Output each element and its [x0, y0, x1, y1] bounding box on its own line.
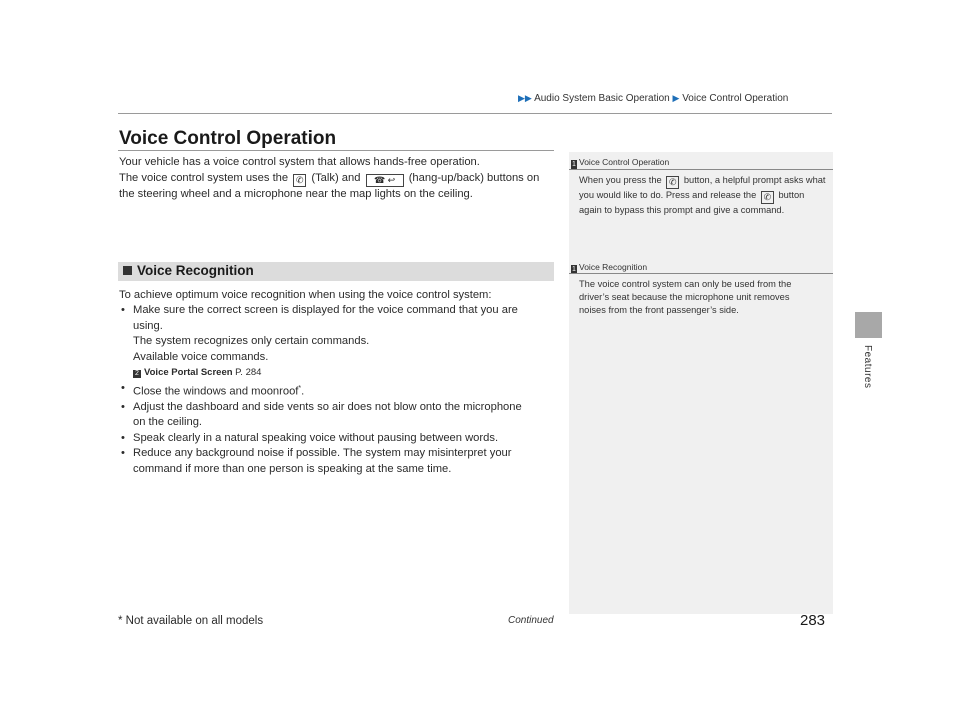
reference-arrow-icon: 2 — [133, 370, 141, 378]
breadcrumb-arrow-icon: ▶ — [672, 93, 680, 103]
note-text: button again to bypass this prompt and give a — [579, 190, 805, 215]
talk-button-icon: ✆ — [293, 174, 306, 187]
intro-text: (Talk) and — [311, 171, 361, 184]
breadcrumb-part-2[interactable]: Voice Control Operation — [682, 93, 789, 104]
bullet-icon: • — [121, 304, 125, 316]
intro-text: The voice control system uses the — [119, 171, 289, 184]
tip-item — [119, 400, 555, 431]
tip-text: on the ceiling. — [133, 416, 203, 429]
page-title: Voice Control Operation — [119, 128, 337, 149]
note-text: When you press the — [579, 175, 662, 185]
note-text: noises from the front passenger’s side. — [579, 305, 739, 315]
intro-line — [119, 171, 555, 187]
intro-line: the steering wheel and a microphone near the map lights on the ceiling. — [119, 187, 473, 200]
talk-button-icon: ✆ — [761, 191, 774, 204]
breadcrumb-part-1[interactable]: Audio System Basic Operation — [534, 93, 670, 104]
intro-line: Your vehicle has a voice control system that allows hands-free operation. — [119, 156, 480, 168]
tip-item — [119, 303, 555, 365]
xref-page: P. 284 — [235, 367, 262, 378]
xref-title: Voice Portal Screen — [144, 367, 233, 378]
note-title: Voice Recognition — [579, 262, 648, 272]
bullet-icon: • — [121, 431, 125, 444]
chapter-tab-label: Features — [862, 345, 873, 389]
top-divider — [118, 113, 832, 114]
section-square-icon — [123, 266, 132, 275]
breadcrumb — [518, 93, 788, 104]
cross-reference-link[interactable] — [119, 365, 555, 381]
note-body — [579, 278, 827, 317]
note-divider — [569, 169, 833, 170]
bullet-icon: • — [121, 381, 125, 394]
hang-up-back-button-icon: ☎ ↩ — [366, 174, 404, 187]
note-marker-icon: 1 — [572, 266, 576, 273]
bullet-icon: • — [121, 400, 125, 413]
note-text: command. — [740, 205, 785, 215]
note-text: button, a helpful prompt asks — [683, 175, 804, 185]
notes-panel — [569, 152, 833, 614]
footnote: * Not available on all models — [118, 615, 264, 627]
title-divider — [118, 150, 554, 151]
note-title: Voice Control Operation — [579, 157, 670, 167]
tips-intro: To achieve optimum voice recognition when using the voice control system: — [119, 289, 492, 301]
tip-text: Adjust the dashboard and side vents so air does not blow onto the microphone — [133, 400, 522, 413]
section-title: Voice Recognition — [137, 263, 254, 278]
tip-text: . — [301, 385, 305, 398]
page-number: 283 — [800, 612, 826, 629]
tip-text: Speak clearly in a natural speaking voice without pausing between words. — [133, 431, 499, 444]
continued-label: Continued — [508, 615, 554, 626]
note-marker-icon: 1 — [572, 161, 576, 168]
breadcrumb-arrow-icon: ▶▶ — [518, 93, 532, 103]
note-text: driver’s seat because the microphone unit removes — [579, 292, 790, 302]
footnote-mark: * — [298, 384, 302, 392]
talk-button-icon: ✆ — [666, 176, 679, 189]
tip-item — [119, 446, 555, 477]
tip-text: Reduce any background noise if possible. The system may misinterpret your — [133, 447, 512, 460]
tips-list — [119, 303, 555, 477]
tip-text: using. — [133, 319, 163, 332]
note-header — [571, 157, 669, 169]
chapter-tab[interactable] — [855, 312, 882, 338]
tip-text: The system recognizes only certain commands. — [133, 335, 370, 347]
tip-text: Available voice commands. — [133, 350, 269, 363]
tip-text: Make sure the correct screen is displayed for the voice command that you are — [133, 304, 518, 316]
intro-paragraph — [119, 155, 555, 202]
bullet-icon: • — [121, 447, 125, 460]
tip-text: command if more than one person is speaking at the same time. — [133, 462, 452, 475]
tip-text: Close the windows and moonroof — [133, 385, 299, 398]
note-body — [579, 174, 827, 217]
note-text: what you would like to do. Press and release the — [579, 175, 826, 200]
note-text: The voice control system can only be used from the — [579, 279, 792, 289]
tip-item — [119, 381, 555, 400]
note-divider — [569, 273, 833, 274]
intro-text: (hang-up/back) buttons on — [408, 171, 540, 184]
tip-item — [119, 431, 555, 447]
